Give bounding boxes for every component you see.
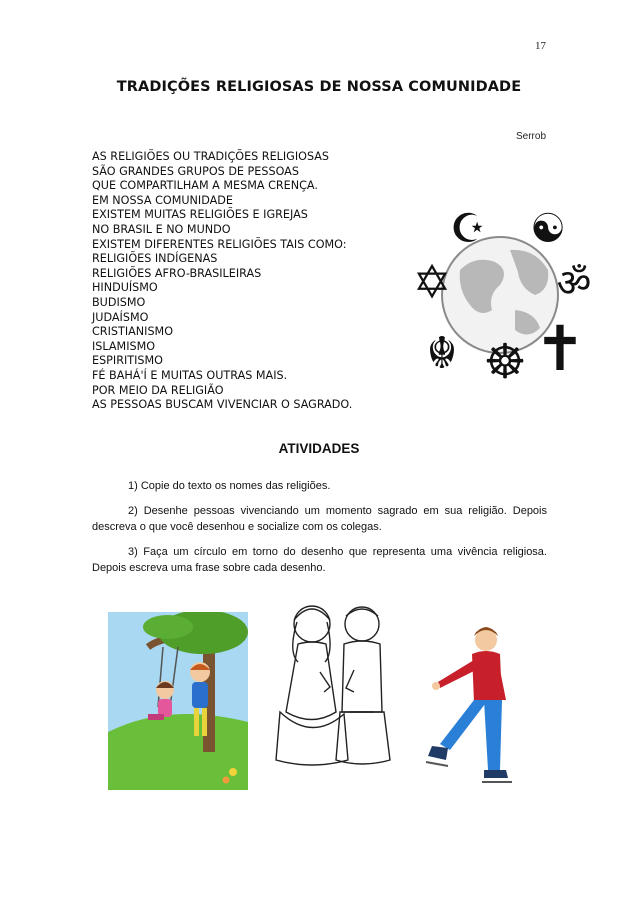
text-line: JUDAÍSMO <box>92 310 149 324</box>
text-line: ESPIRITISMO <box>92 354 163 368</box>
skater-illustration <box>418 620 518 790</box>
text-line: FÉ BAHÁ'Í E MUITAS OUTRAS MAIS. <box>92 368 288 382</box>
text-line: EM NOSSA COMUNIDADE <box>92 193 233 207</box>
children-swing-illustration <box>108 612 248 790</box>
activity-text: 1) Copie do texto os nomes das religiões. <box>128 480 331 492</box>
activity-item <box>92 544 547 576</box>
text-line: NO BRASIL E NO MUNDO <box>92 222 231 236</box>
om-icon: ॐ <box>556 263 592 305</box>
dharma-wheel-icon: ☸ <box>483 336 527 389</box>
activity-text: 2) Desenhe pessoas vivenciando um momento sagrado em sua religião. Depois descreva o que você desenhou e socialize com os colegas. <box>92 505 547 533</box>
author-credit: Serrob <box>515 131 546 142</box>
text-line: POR MEIO DA RELIGIÃO <box>92 383 224 397</box>
khanda-icon: ☬ <box>426 329 458 378</box>
crescent-star-icon: ☪ <box>450 207 486 251</box>
cross-icon: ✝ <box>534 315 586 384</box>
activity-item <box>92 503 547 535</box>
page-number: 17 <box>535 40 546 52</box>
text-line: EXISTEM MUITAS RELIGIÕES E IGREJAS <box>92 208 308 222</box>
activity-item <box>92 478 547 494</box>
star-of-david-icon: ✡ <box>412 256 452 308</box>
text-line: RELIGIÕES INDÍGENAS <box>92 252 218 266</box>
activity-text: 3) Faça um círculo em torno do desenho que representa uma vivência religiosa. Depois escreva uma frase sobre cada desenho. <box>92 546 547 574</box>
text-line: ISLAMISMO <box>92 339 156 353</box>
children-praying-illustration <box>270 592 400 770</box>
text-line: CRISTIANISMO <box>92 325 174 339</box>
page-title: TRADIÇÕES RELIGIOSAS DE NOSSA COMUNIDADE <box>116 79 522 95</box>
yin-yang-icon: ☯ <box>530 207 566 251</box>
text-line: SÃO GRANDES GRUPOS DE PESSOAS <box>92 164 299 178</box>
text-line: AS PESSOAS BUSCAM VIVENCIAR O SAGRADO. <box>92 398 353 412</box>
text-line: RELIGIÕES AFRO-BRASILEIRAS <box>92 266 262 280</box>
text-line: AS RELIGIÕES OU TRADIÇÕES RELIGIOSAS <box>92 150 330 163</box>
religious-symbols-image <box>400 200 600 400</box>
text-line: BUDISMO <box>92 295 146 309</box>
activities-heading: ATIVIDADES <box>278 441 360 456</box>
text-line: HINDUÍSMO <box>92 281 158 295</box>
text-line: QUE COMPARTILHAM A MESMA CRENÇA. <box>92 179 318 193</box>
body-text <box>92 150 402 413</box>
text-line: EXISTEM DIFERENTES RELIGIÕES TAIS COMO: <box>92 237 347 251</box>
